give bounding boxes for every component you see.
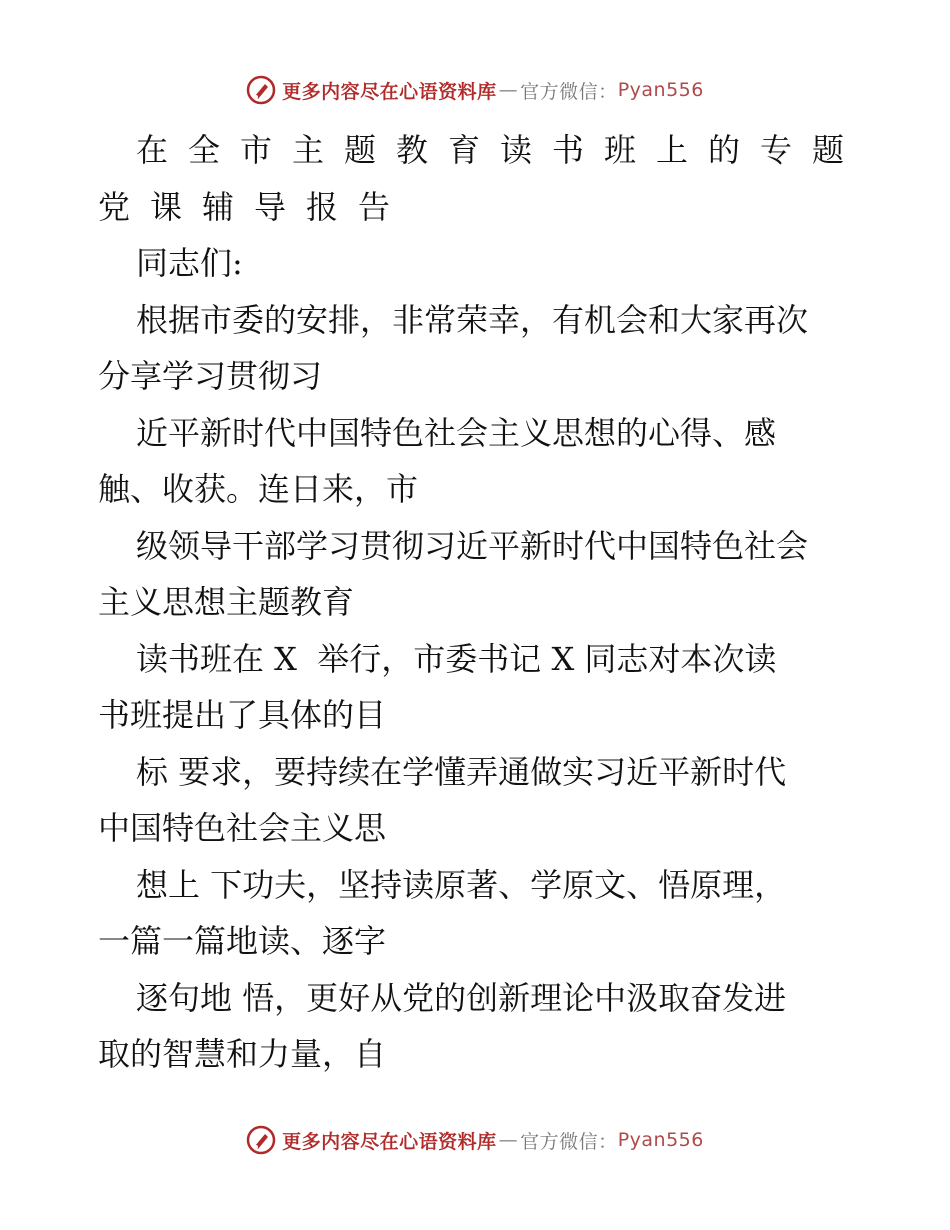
document-title-line-1: 在全市主题教育读书班上的专题	[136, 131, 865, 169]
paragraph-line: 触、收获。连日来，市	[98, 470, 419, 508]
greeting: 同志们:	[136, 244, 243, 282]
footer-watermark-banner	[0, 1122, 950, 1158]
banner-brand-text: 更多内容尽在心语资料库	[282, 1130, 497, 1153]
banner-wechat-id: Pyan556	[617, 79, 704, 101]
paragraph-line: 想上 下功夫，坚持读原著、学原文、悟原理，	[136, 865, 787, 904]
paragraph-line: 主义思想主题教育	[98, 583, 355, 621]
paragraph-line: 一篇一篇地读、逐字	[98, 922, 387, 960]
banner-separator: —	[498, 79, 519, 101]
document-title-line-2: 党课辅导报告	[98, 187, 411, 226]
banner-brand-text: 更多内容尽在心语资料库	[282, 80, 497, 103]
banner-official-label: 官方微信：	[520, 1130, 618, 1153]
banner-official-label: 官方微信：	[520, 80, 618, 103]
header-watermark-banner	[0, 72, 950, 108]
paragraph-line: 书班提出了具体的目	[98, 696, 387, 734]
paragraph-line: 读书班在 X 举行，市委书记 X 同志对本次读	[136, 639, 777, 678]
document-body	[98, 122, 865, 1083]
paragraph-line: 级领导干部学习贯彻习近平新时代中国特色社会	[136, 526, 809, 565]
pen-logo-icon	[246, 1125, 276, 1155]
paragraph-line: 标 要求，要持续在学懂弄通做实习近平新时代	[136, 752, 787, 791]
paragraph-line: 分享学习贯彻习	[98, 357, 323, 395]
paragraph-line: 近平新时代中国特色社会主义思想的心得、感	[136, 413, 777, 452]
banner-wechat-id: Pyan556	[617, 1129, 704, 1151]
paragraph-line: 根据市委的安排，非常荣幸，有机会和大家再次	[136, 300, 809, 339]
paragraph-line: 取的智慧和力量，自	[98, 1035, 387, 1073]
paragraph-line: 中国特色社会主义思	[98, 809, 387, 847]
paragraph-line: 逐句地 悟，更好从党的创新理论中汲取奋发进	[136, 978, 787, 1017]
pen-logo-icon	[246, 75, 276, 105]
banner-separator: —	[498, 1129, 519, 1151]
